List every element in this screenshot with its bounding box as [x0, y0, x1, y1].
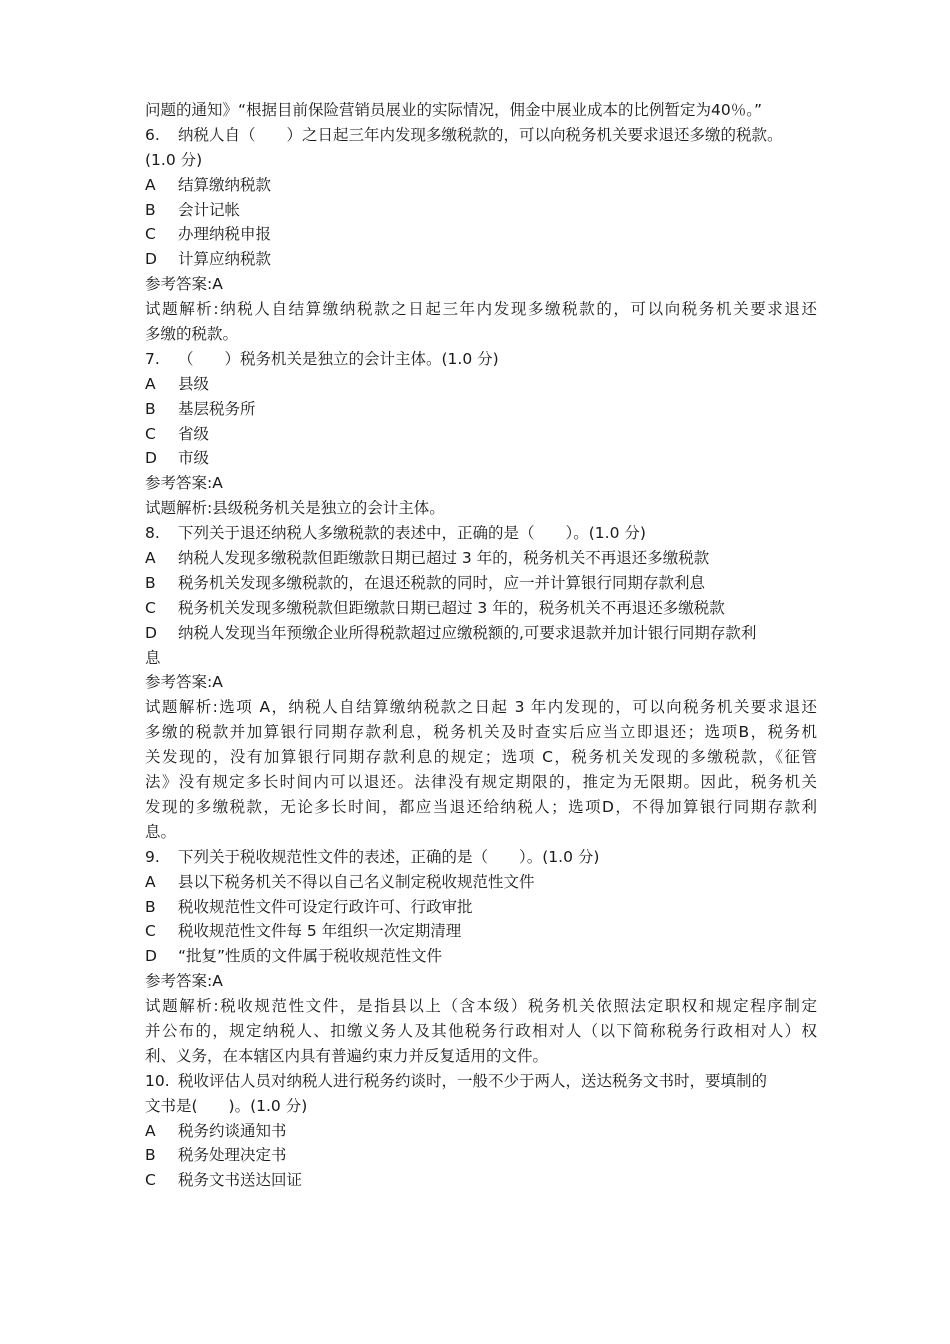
analysis-line	[145, 496, 817, 521]
analysis-line: 发现的多缴税款，无论多长时间，都应当退还给纳税人；选项D，不得加算银行同期存款利	[145, 797, 817, 816]
option-text: 纳税人发现当年预缴企业所得税款超过应缴税额的,可要求退款并加计银行同期存款利	[178, 623, 757, 642]
option-key: A	[145, 374, 156, 393]
option-text: 县以下税务机关不得以自己名义制定税收规范性文件	[178, 872, 535, 891]
analysis-text: 县级税务机关是独立的会计主体。	[212, 499, 445, 518]
option-key: D	[145, 449, 157, 468]
option-key: D	[145, 623, 157, 642]
option-text: 结算缴纳税款	[178, 175, 272, 194]
answer-line	[145, 471, 817, 496]
option-text: 会计记帐	[178, 200, 241, 219]
option-a	[145, 372, 817, 397]
option-d-continuation: 息	[145, 648, 161, 667]
analysis-label: 试题解析:	[145, 499, 213, 518]
option-key: A	[145, 175, 156, 194]
option-key: A	[145, 1121, 156, 1140]
analysis-line	[145, 994, 817, 1019]
question-text: 纳税人自（ ）之日起三年内发现多缴税款的，可以向税务机关要求退还多缴的税款。	[178, 125, 783, 144]
option-key: B	[145, 573, 156, 592]
option-c	[145, 422, 817, 447]
option-key: C	[145, 424, 156, 443]
option-text: 税务处理决定书	[178, 1146, 287, 1165]
question-6-score: (1.0 分)	[145, 150, 203, 169]
option-b	[145, 198, 817, 223]
question-number: 10.	[145, 1071, 170, 1090]
option-text: 县级	[178, 374, 210, 393]
option-d	[145, 944, 817, 969]
option-d	[145, 247, 817, 272]
document-page	[145, 98, 817, 1193]
answer-line	[145, 969, 817, 994]
analysis-line: 多缴的税款并加算银行同期存款利息，税务机关及时查实后应当立即退还；选项B，税务机	[145, 723, 817, 742]
analysis-label: 试题解析:	[145, 300, 219, 319]
question-9-stem	[145, 845, 817, 870]
answer-value: A	[212, 275, 223, 294]
option-text: 基层税务所	[178, 399, 256, 418]
option-key: D	[145, 250, 157, 269]
option-c	[145, 596, 817, 621]
option-a	[145, 546, 817, 571]
option-b	[145, 571, 817, 596]
option-b	[145, 397, 817, 422]
answer-line	[145, 272, 817, 297]
analysis-line: 并公布的，规定纳税人、扣缴义务人及其他税务行政相对人（以下简称税务行政相对人）权	[145, 1021, 817, 1040]
option-text: 税务文书送达回证	[178, 1171, 303, 1190]
option-key: D	[145, 947, 157, 966]
analysis-line: 法》没有规定多长时间内可以退还。法律没有规定期限的，推定为无限期。因此，税务机关	[145, 773, 817, 792]
question-number: 8.	[145, 524, 160, 543]
option-c	[145, 1168, 817, 1193]
option-text: 计算应纳税款	[178, 250, 272, 269]
question-number: 7.	[145, 349, 160, 368]
option-b	[145, 1143, 817, 1168]
analysis-text: 选项 A，纳税人自结算缴纳税款之日起 3 年内发现的，可以向税务机关要求退还	[217, 698, 817, 717]
option-c	[145, 919, 817, 944]
option-a	[145, 173, 817, 198]
option-key: C	[145, 225, 156, 244]
option-text: 税务约谈通知书	[178, 1121, 287, 1140]
option-text: 纳税人发现多缴税款但距缴款日期已超过 3 年的，税务机关不再退还多缴税款	[178, 549, 710, 568]
question-text: 下列关于税收规范性文件的表述，正确的是（ ）。(1.0 分)	[178, 847, 600, 866]
answer-line	[145, 670, 817, 695]
option-text: 税务机关发现多缴税款的，在退还税款的同时，应一并计算银行同期存款利息	[178, 573, 706, 592]
analysis-label: 试题解析:	[145, 997, 219, 1016]
answer-value: A	[212, 673, 223, 692]
answer-label: 参考答案:	[145, 673, 213, 692]
answer-label: 参考答案:	[145, 275, 213, 294]
question-number: 9.	[145, 847, 160, 866]
option-key: B	[145, 897, 156, 916]
option-key: C	[145, 598, 156, 617]
answer-value: A	[212, 474, 223, 493]
analysis-line: 多缴的税款。	[145, 325, 239, 344]
analysis-line: 息。	[145, 822, 177, 841]
analysis-line: 利、义务，在本辖区内具有普遍约束力并反复适用的文件。	[145, 1046, 549, 1065]
option-text: 税务机关发现多缴税款但距缴款日期已超过 3 年的，税务机关不再退还多缴税款	[178, 598, 725, 617]
analysis-line	[145, 695, 817, 720]
option-key: C	[145, 922, 156, 941]
question-10-stem-continuation: 文书是( )。(1.0 分)	[145, 1096, 308, 1115]
option-key: B	[145, 200, 156, 219]
analysis-line	[145, 297, 817, 322]
analysis-text: 税收规范性文件，是指县以上（含本级）税务机关依照法定职权和规定程序制定	[218, 997, 817, 1016]
answer-label: 参考答案:	[145, 972, 213, 991]
option-text: “批复”性质的文件属于税收规范性文件	[178, 947, 443, 966]
option-key: B	[145, 1146, 156, 1165]
analysis-text: 纳税人自结算缴纳税款之日起三年内发现多缴税款的，可以向税务机关要求退还	[218, 300, 817, 319]
option-text: 办理纳税申报	[178, 225, 272, 244]
question-text: 下列关于退还纳税人多缴税款的表述中，正确的是（ ）。(1.0 分)	[178, 524, 646, 543]
question-text: （ ）税务机关是独立的会计主体。(1.0 分)	[178, 349, 499, 368]
question-7-stem	[145, 347, 817, 372]
option-key: B	[145, 399, 156, 418]
option-d	[145, 446, 817, 471]
question-6-stem	[145, 123, 817, 148]
option-text: 税收规范性文件可设定行政许可、行政审批	[178, 897, 473, 916]
answer-label: 参考答案:	[145, 474, 213, 493]
intro-line: 问题的通知》“根据目前保险营销员展业的实际情况，佣金中展业成本的比例暂定为40％。”	[145, 101, 763, 119]
option-key: C	[145, 1171, 156, 1190]
option-c	[145, 222, 817, 247]
option-key: A	[145, 549, 156, 568]
analysis-line: 关发现的，没有加算银行同期存款利息的规定；选项 C，税务机关发现的多缴税款，《征管	[145, 748, 817, 767]
option-key: A	[145, 872, 156, 891]
question-number: 6.	[145, 125, 160, 144]
option-text: 省级	[178, 424, 210, 443]
option-text: 市级	[178, 449, 210, 468]
option-a	[145, 870, 817, 895]
option-text: 税收规范性文件每 5 年组织一次定期清理	[178, 922, 462, 941]
option-a	[145, 1119, 817, 1144]
option-d	[145, 621, 817, 646]
question-text: 税收评估人员对纳税人进行税务约谈时，一般不少于两人，送达税务文书时，要填制的	[178, 1071, 768, 1090]
question-8-stem	[145, 521, 817, 546]
analysis-label: 试题解析:	[145, 698, 218, 717]
option-b	[145, 895, 817, 920]
answer-value: A	[212, 972, 223, 991]
question-10-stem	[145, 1069, 817, 1094]
